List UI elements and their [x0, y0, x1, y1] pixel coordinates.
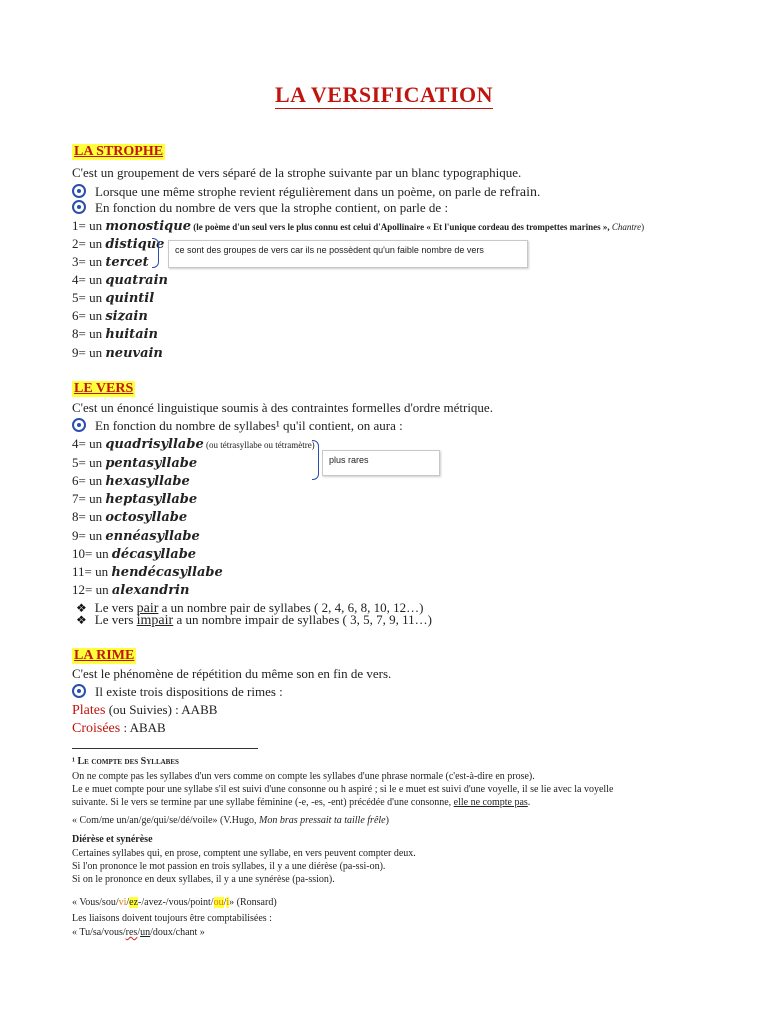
vers-definition: C'est un énoncé linguistique soumis à des contraintes formelles d'ordre métrique.	[72, 400, 493, 415]
ronsard-example: « Vous/sou/vi/ez-/avez-/vous/point/ou/i» (Ronsard)	[72, 897, 277, 908]
vers-impair: ❖ Le vers impair a un nombre impair de syllabes ( 3, 5, 7, 9, 11…)	[76, 612, 432, 628]
rime-plates: Plates (ou Suivies) : AABB	[72, 702, 218, 718]
vers-item: 10= un décasyllabe	[72, 546, 197, 562]
page-title: LA VERSIFICATION	[274, 82, 494, 107]
spiral-bullet-icon	[72, 200, 86, 214]
spiral-bullet-icon	[72, 418, 86, 432]
strophe-item: 9= un neuvain	[72, 345, 163, 361]
dierese-heading: Diérèse et synérèse	[72, 834, 153, 845]
spiral-bullet-icon	[72, 684, 86, 698]
spiral-bullet-icon	[72, 184, 86, 198]
strophe-item: 3= un tercet	[72, 254, 149, 270]
strophe-bullet-count: En fonction du nombre de vers que la strophe contient, on parle de :	[72, 200, 448, 216]
rime-croisees: Croisées : ABAB	[72, 720, 166, 736]
strophe-item: 6= un sizain	[72, 308, 148, 324]
footnote-separator	[72, 748, 258, 749]
strophe-item: 1= un monostique (le poème d'un seul vers le plus connu est celui d'Apollinaire « Et l'unique cordeau des trompettes marines », Chantre)	[72, 218, 645, 234]
vers-pair: ❖ Le vers pair a un nombre pair de syllabes ( 2, 4, 6, 8, 10, 12…)	[76, 600, 424, 616]
vers-item: 5= un pentasyllabe	[72, 455, 198, 471]
strophe-definition: C'est un groupement de vers séparé de la strophe suivante par un blanc typographique.	[72, 165, 522, 180]
strophe-item: 2= un distique	[72, 236, 165, 252]
heading-rime: LA RIME	[74, 648, 135, 663]
brace-strophe	[152, 238, 159, 268]
strophe-item: 4= un quatrain	[72, 272, 168, 288]
dierese-line: Si on le prononce en deux syllabes, il y a une synérèse (pa-ssion).	[72, 874, 335, 885]
strophe-item: 8= un huitain	[72, 326, 159, 342]
vers-item: 11= un hendécasyllabe	[72, 564, 223, 580]
vers-item: 6= un hexasyllabe	[72, 473, 190, 489]
vers-bullet: En fonction du nombre de syllabes¹ qu'il contient, on aura :	[72, 418, 403, 434]
diamond-bullet-icon: ❖	[76, 613, 87, 627]
diamond-bullet-icon: ❖	[76, 601, 87, 615]
rime-bullet: Il existe trois dispositions de rimes :	[72, 684, 283, 700]
strophe-item: 5= un quintil	[72, 290, 155, 306]
rime-definition: C'est le phénomène de répétition du même son en fin de vers.	[72, 666, 392, 681]
dierese-line: Certaines syllabes qui, en prose, comptent une syllabe, en vers peuvent compter deux.	[72, 848, 416, 859]
heading-vers: LE VERS	[74, 381, 134, 396]
strophe-bullet-refrain: Lorsque une même strophe revient régulièrement dans un poème, on parle de refrain.	[72, 184, 540, 201]
footnote-line: suivante. Si le vers se termine par une syllabe féminine (-e, -es, -ent) précédée d'une consonne, elle ne compte pas.	[72, 797, 531, 808]
footnote-heading: ¹ Le compte des Syllabes	[72, 756, 179, 767]
vers-note-box: plus rares	[322, 450, 440, 476]
liaison-example: « Tu/sa/vous/res/un/doux/chant »	[72, 927, 205, 938]
footnote-line: Le e muet compte pour une syllabe s'il est suivi d'une consonne ou h aspiré ; si le e muet est suivi d'une voyelle, il se lie avec la voyelle	[72, 784, 614, 795]
brace-vers	[312, 440, 319, 480]
footnote-line: On ne compte pas les syllabes d'un vers comme on compte les syllabes d'une phrase normale (c'est-à-dire en prose).	[72, 771, 535, 782]
vers-item: 12= un alexandrin	[72, 582, 190, 598]
vers-item: 4= un quadrisyllabe (ou tétrasyllabe ou tétramètre)	[72, 436, 315, 452]
vers-item: 8= un octosyllabe	[72, 509, 188, 525]
vers-item: 9= un ennéasyllabe	[72, 528, 200, 544]
vers-item: 7= un heptasyllabe	[72, 491, 198, 507]
footnote-example: « Com/me un/an/ge/qui/se/dé/voile» (V.Hugo, Mon bras pressait ta taille frêle)	[72, 815, 389, 826]
dierese-line: Si l'on prononce le mot passion en trois syllabes, il y a une diérèse (pa-ssi-on).	[72, 861, 386, 872]
strophe-note-box: ce sont des groupes de vers car ils ne possèdent qu'un faible nombre de vers	[168, 240, 528, 268]
heading-strophe: LA STROPHE	[74, 144, 164, 159]
liaisons-note: Les liaisons doivent toujours être comptabilisées :	[72, 913, 272, 924]
